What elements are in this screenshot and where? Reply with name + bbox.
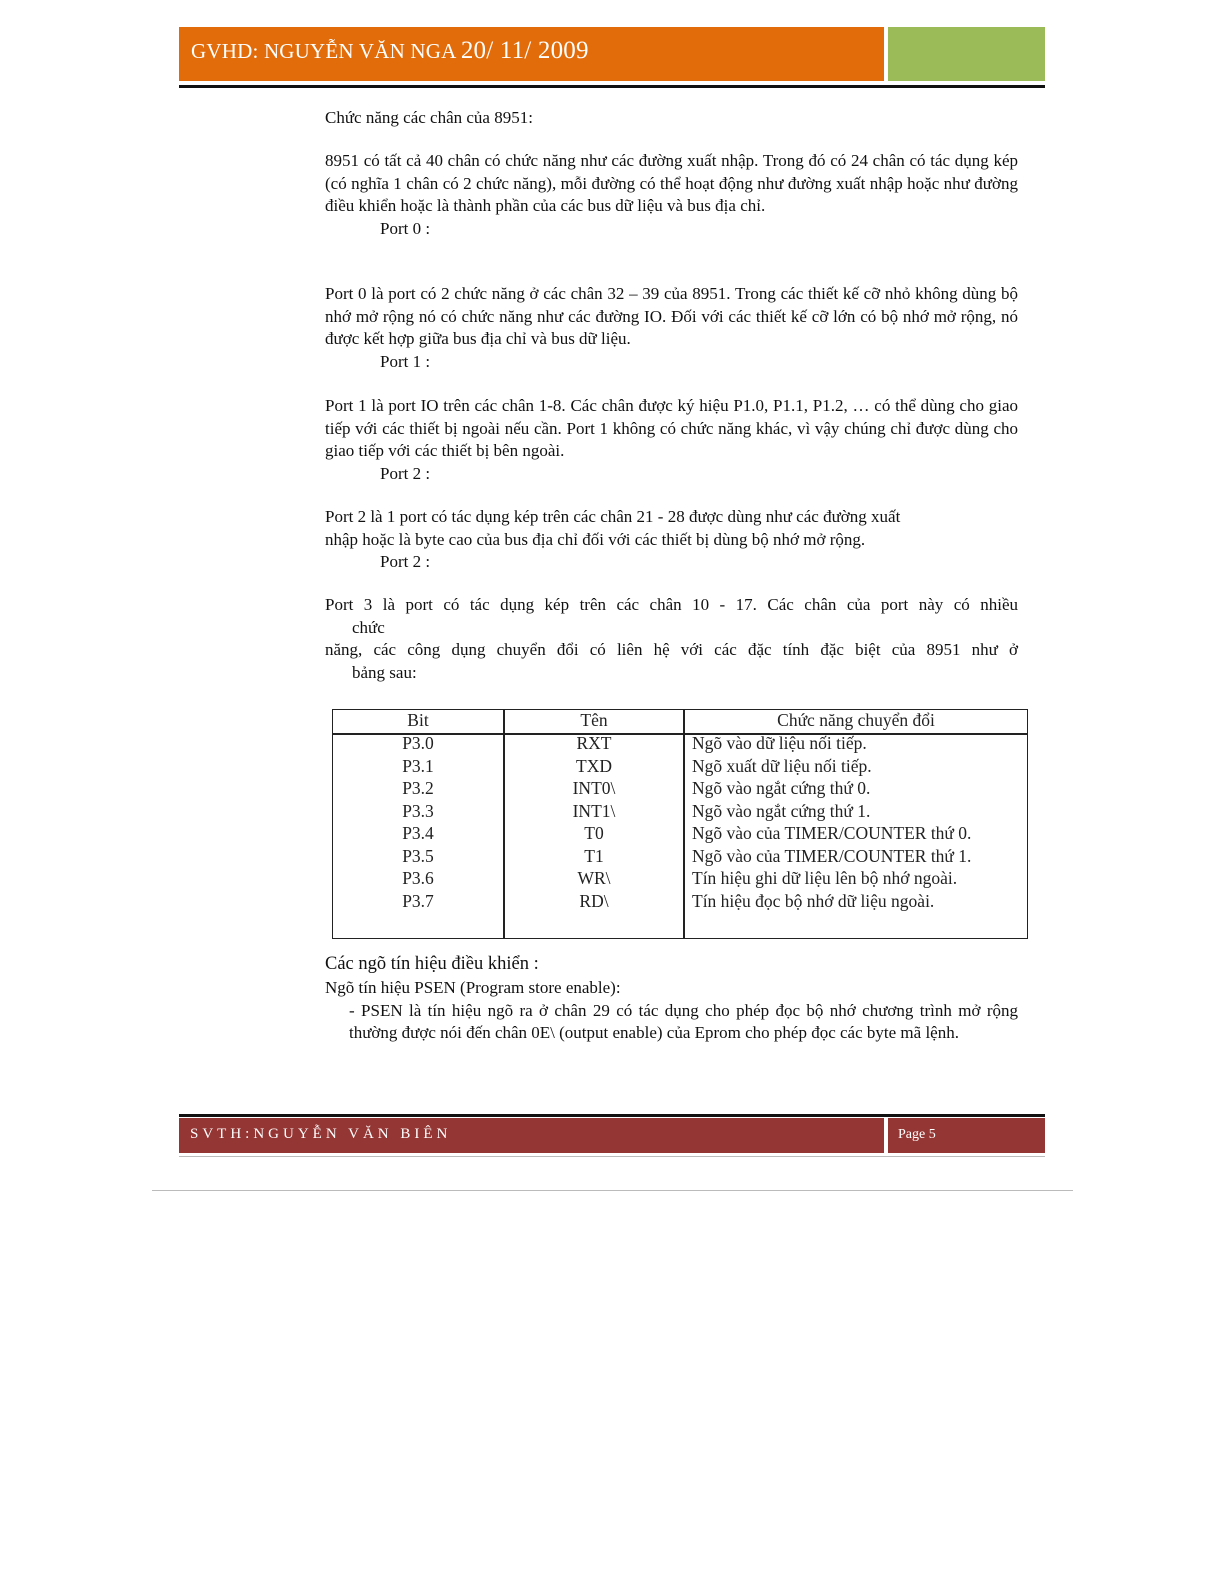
port3-line-2: chức xyxy=(352,617,385,637)
port2-line-2: nhập hoặc là byte cao của bus địa chỉ đối với các thiết bị dùng bộ nhớ mở rộng. xyxy=(325,529,866,549)
header-title xyxy=(191,37,589,65)
instructor-name: GVHD: NGUYỄN VĂN NGA xyxy=(191,39,456,63)
footer-underline xyxy=(179,1156,1045,1157)
port3-line-3: năng, các công dụng chuyển đổi có liên hệ với các đặc tính đặc biệt của 8951 như ở xyxy=(325,640,1018,659)
table-cell-function: Tín hiệu đọc bộ nhớ dữ liệu ngoài. xyxy=(692,890,935,911)
table-cell-bit: P3.3 xyxy=(402,800,434,821)
table-cell-name: WR\ xyxy=(577,868,611,888)
table-cell-function: Ngõ vào của TIMER/COUNTER thứ 0. xyxy=(692,823,972,843)
student-name: SVTH:NGUYỄN VĂN BIÊN xyxy=(190,1126,452,1142)
header-date: 20/ 11/ 2009 xyxy=(460,37,589,64)
table-cell-bit: P3.1 xyxy=(402,755,434,776)
port1-block xyxy=(325,395,1018,485)
port1-paragraph: Port 1 là port IO trên các chân 1-8. Các chân được ký hiệu P1.0, P1.1, P1.2, … có thể dùng cho giao tiếp với các thiết bị ngoài nếu cần. Port 1 không có chức năng khác, vì vậy chúng chỉ được dùng cho giao tiếp với các thiết bị bên ngoài. xyxy=(325,396,1018,460)
table-header-name: Tên xyxy=(580,710,608,730)
psen-title: Ngõ tín hiệu PSEN (Program store enable): xyxy=(325,978,621,997)
table-cell-function: Ngõ vào ngắt cứng thứ 1. xyxy=(692,800,871,821)
header-rule xyxy=(179,85,1045,88)
port3-block xyxy=(325,594,1018,684)
intro-block xyxy=(325,150,1018,240)
port2-label: Port 2 : xyxy=(380,463,431,483)
table-header-function: Chức năng chuyển đổi xyxy=(777,710,935,730)
table-cell-name: T1 xyxy=(584,845,604,866)
table-header-bit: Bit xyxy=(407,710,429,730)
port3-label: Port 2 : xyxy=(380,552,431,571)
table-cell-name: TXD xyxy=(576,755,612,776)
table-cell-name: INT0\ xyxy=(572,778,616,798)
table-cell-function: Ngõ vào dữ liệu nối tiếp. xyxy=(692,733,867,753)
table-cell-bit: P3.7 xyxy=(402,890,434,911)
port3-line-4: bảng sau: xyxy=(352,662,417,682)
header-bar xyxy=(179,27,884,81)
table-cell-name: T0 xyxy=(584,823,604,843)
header-accent-block xyxy=(888,27,1045,81)
section-title-block xyxy=(325,107,1018,130)
port0-label: Port 0 : xyxy=(380,218,431,238)
table-cell-name: RXT xyxy=(576,733,612,753)
footer-bar xyxy=(179,1118,884,1153)
table-cell-function: Ngõ vào của TIMER/COUNTER thứ 1. xyxy=(692,845,972,866)
page-bottom-rule xyxy=(152,1190,1073,1191)
port0-paragraph: Port 0 là port có 2 chức năng ở các chân 32 – 39 của 8951. Trong các thiết kế cỡ nhỏ không dùng bộ nhớ mở rộng nó có chức năng như các đường IO. Đối với các thiết kế cỡ lớn có bộ nhớ mở rộng, nó được kết hợp giữa bus địa chỉ và bus dữ liệu. xyxy=(325,284,1018,348)
table-cell-bit: P3.0 xyxy=(402,733,434,753)
footer-page-box xyxy=(888,1118,1045,1153)
port1-label: Port 1 : xyxy=(380,351,431,371)
footer-rule xyxy=(179,1114,1045,1117)
table-cell-bit: P3.6 xyxy=(402,868,434,888)
table-cell-name: INT1\ xyxy=(572,800,616,821)
control-title-block xyxy=(325,953,1018,976)
table-cell-function: Ngõ xuất dữ liệu nối tiếp. xyxy=(692,755,872,776)
table-cell-name: RD\ xyxy=(579,890,609,911)
table-cell-bit: P3.4 xyxy=(402,823,434,843)
port0-block xyxy=(325,283,1018,373)
table-cell-function: Tín hiệu ghi dữ liệu lên bộ nhớ ngoài. xyxy=(692,868,958,888)
port3-function-table xyxy=(332,709,1028,939)
port3-line-1: Port 3 là port có tác dụng kép trên các chân 10 - 17. Các chân của port này có nhiều xyxy=(325,595,1018,614)
section-title: Chức năng các chân của 8951: xyxy=(325,108,533,127)
psen-paragraph: - PSEN là tín hiệu ngõ ra ở chân 29 có tác dụng cho phép đọc bộ nhớ chương trình mở rộng thường được nói đến chân 0E\ (output enable) của Eprom cho phép đọc các byte mã lệnh. xyxy=(349,1000,1018,1042)
page-number: Page 5 xyxy=(898,1127,936,1142)
psen-block xyxy=(325,977,1018,1045)
table-cell-bit: P3.5 xyxy=(402,845,434,866)
control-title: Các ngõ tín hiệu điều khiển : xyxy=(325,954,539,974)
intro-paragraph: 8951 có tất cả 40 chân có chức năng như các đường xuất nhập. Trong đó có 24 chân có tác dụng kép (có nghĩa 1 chân có 2 chức năng), mỗi đường có thể hoạt động như đường xuất nhập hoặc như đường điều khiển hoặc là thành phần của các bus dữ liệu và bus địa chỉ. xyxy=(325,151,1018,215)
table-cell-bit: P3.2 xyxy=(402,778,434,798)
port2-line-1: Port 2 là 1 port có tác dụng kép trên các chân 21 - 28 được dùng như các đường xuất xyxy=(325,507,901,526)
table-cell-function: Ngõ vào ngắt cứng thứ 0. xyxy=(692,778,871,798)
port2-block xyxy=(325,506,1018,574)
